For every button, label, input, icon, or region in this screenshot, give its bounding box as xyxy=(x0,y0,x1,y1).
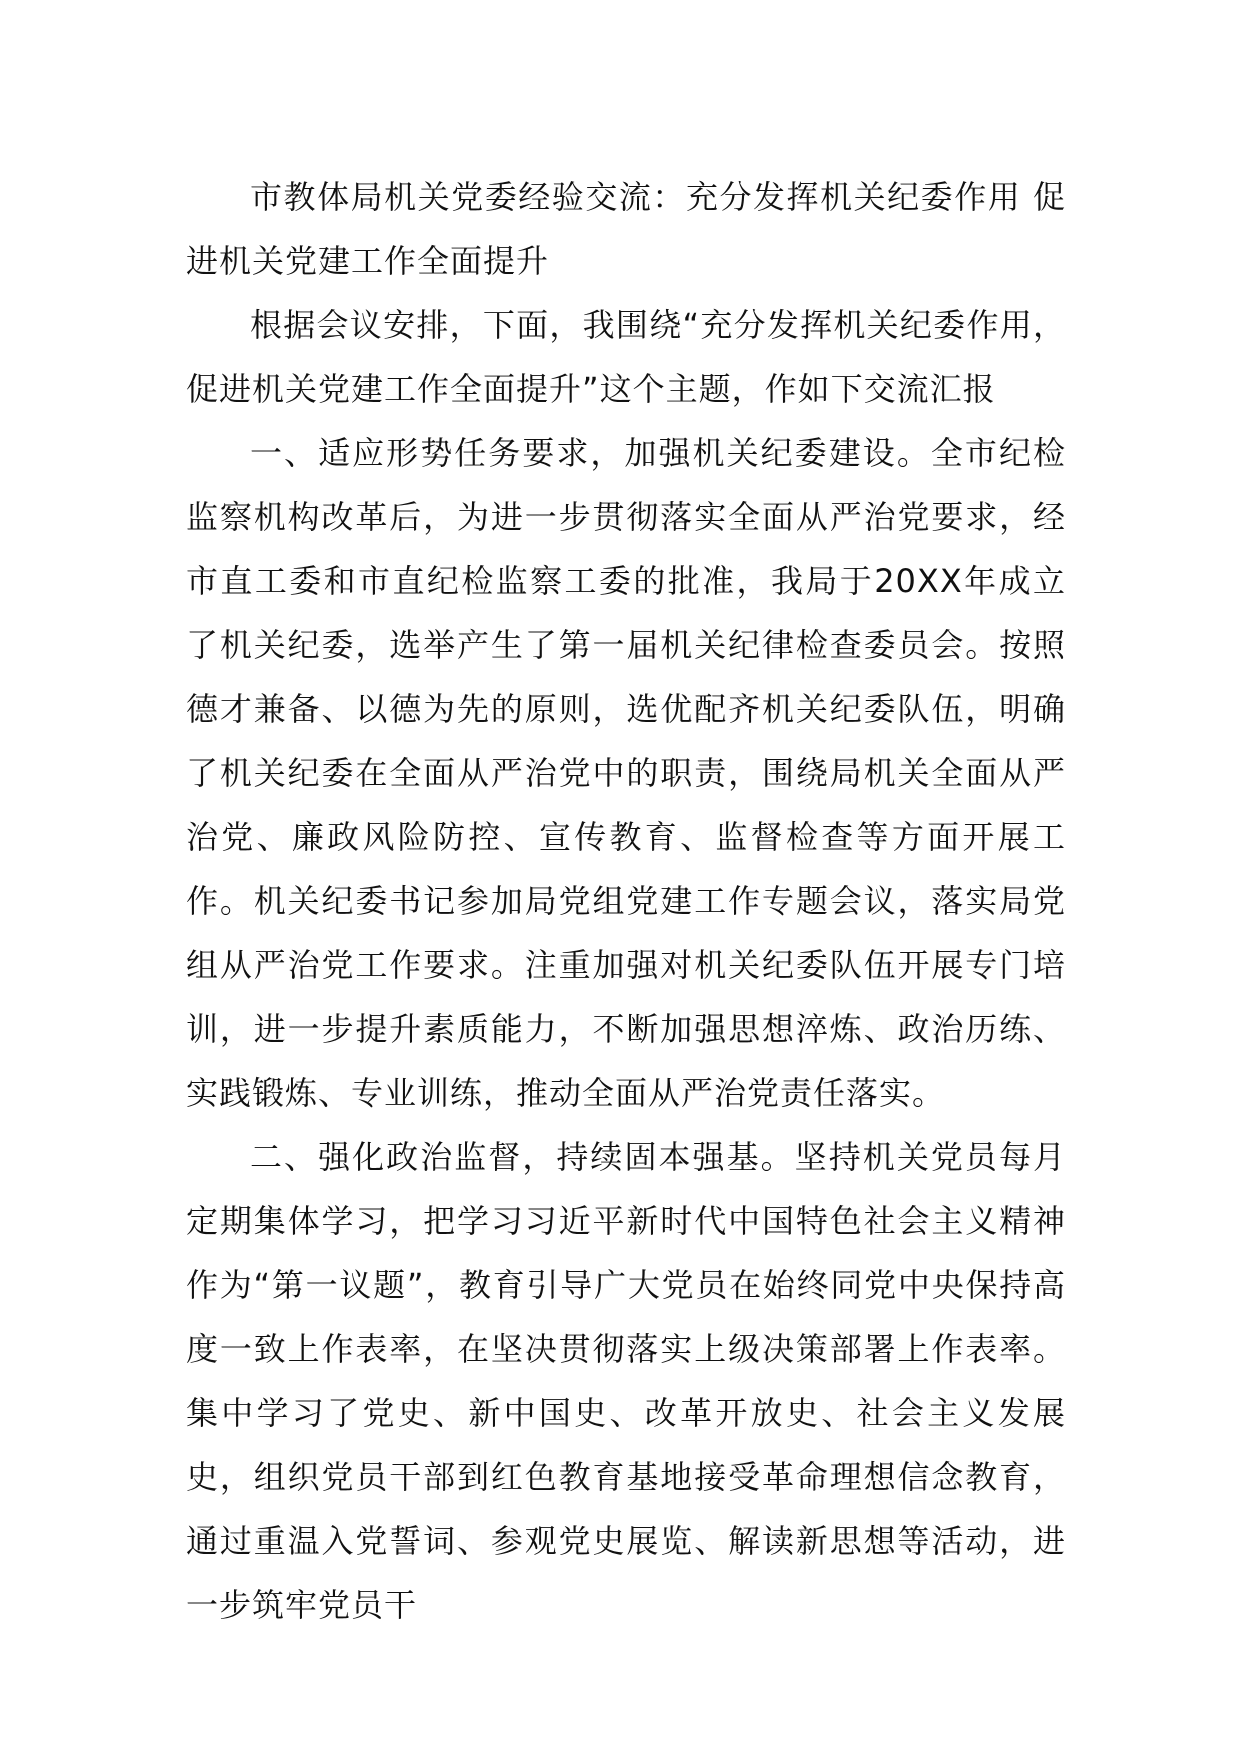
document-title: 市教体局机关党委经验交流：充分发挥机关纪委作用 促进机关党建工作全面提升 xyxy=(186,178,1066,280)
intro-paragraph: 根据会议安排，下面，我围绕“充分发挥机关纪委作用，促进机关党建工作全面提升”这个主题，作如下交流汇报 xyxy=(186,306,1066,408)
document-body xyxy=(186,165,1066,1637)
section-one-paragraph: 一、适应形势任务要求，加强机关纪委建设。全市纪检监察机构改革后，为进一步贯彻落实全面从严治党要求，经市直工委和市直纪检监察工委的批准，我局于20XX年成立了机关纪委，选举产生了第一届机关纪律检查委员会。按照德才兼备、以德为先的原则，选优配齐机关纪委队伍，明确了机关纪委在全面从严治党中的职责，围绕局机关全面从严治党、廉政风险防控、宣传教育、监督检查等方面开展工作。机关纪委书记参加局党组党建工作专题会议，落实局党组从严治党工作要求。注重加强对机关纪委队伍开展专门培训，进一步提升素质能力，不断加强思想淬炼、政治历练、实践锻炼、专业训练，推动全面从严治党责任落实。 xyxy=(186,434,1066,1112)
section-two-paragraph: 二、强化政治监督，持续固本强基。坚持机关党员每月定期集体学习，把学习习近平新时代中国特色社会主义精神作为“第一议题”，教育引导广大党员在始终同党中央保持高度一致上作表率，在坚决贯彻落实上级决策部署上作表率。集中学习了党史、新中国史、改革开放史、社会主义发展史，组织党员干部到红色教育基地接受革命理想信念教育，通过重温入党誓词、参观党史展览、解读新思想等活动，进一步筑牢党员干 xyxy=(186,1138,1066,1624)
